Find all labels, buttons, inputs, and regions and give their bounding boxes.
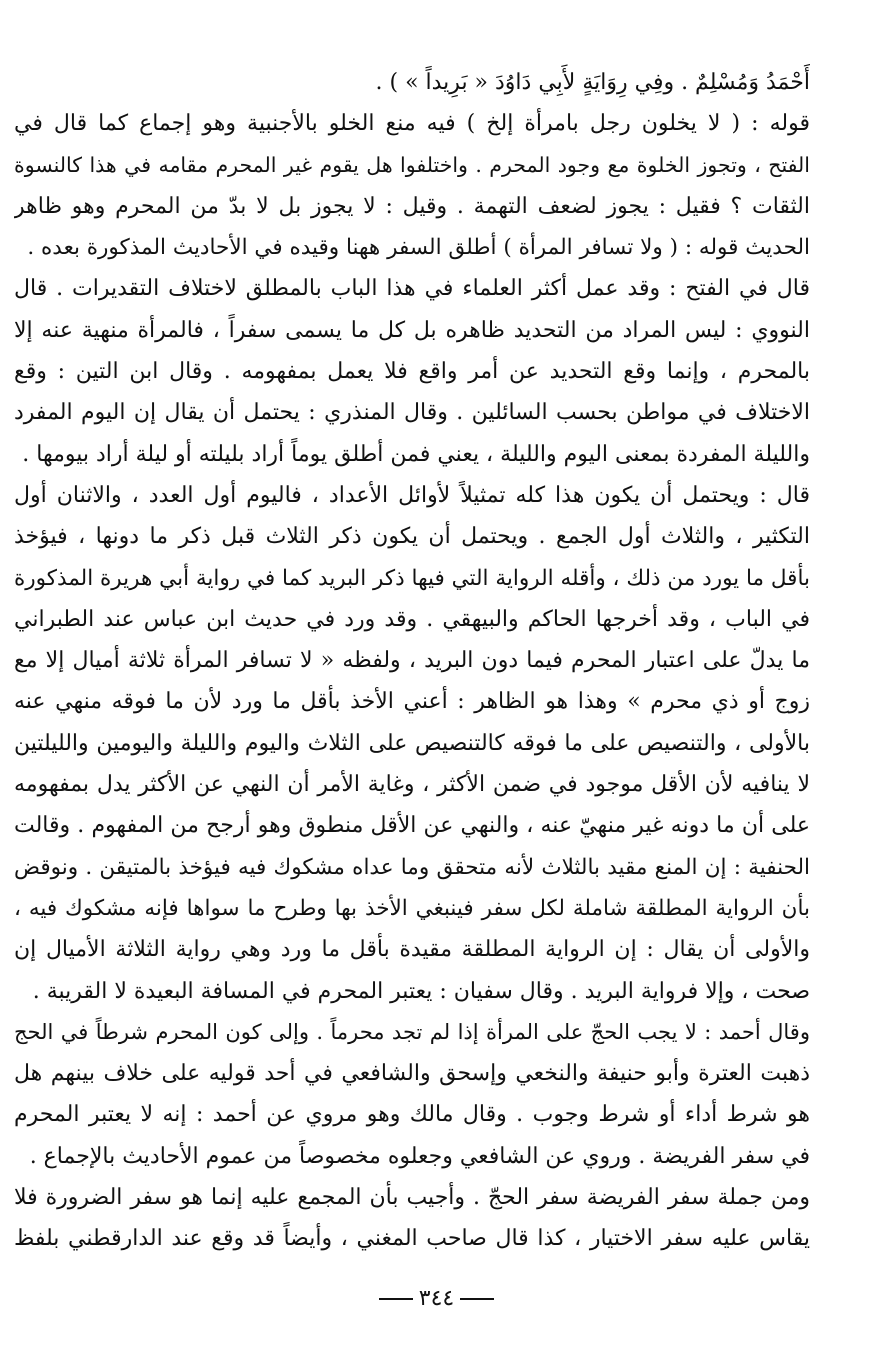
text-line-27: في سفر الفريضة . وروي عن الشافعي وجعلوه مخصوصاً من عموم الأحاديث بالإجماع . (29, 1143, 810, 1169)
text-line-14: في الباب ، وقد أخرجها الحاكم والبيهقي . وقد ورد في حديث ابن عباس عند الطبراني (14, 606, 810, 632)
page-number-dash-left (379, 1298, 413, 1300)
text-line-17: بالأولى ، والتنصيص على ما فوقه كالتنصيص على الثلاث واليوم والليلة واليومين والليلتين (14, 730, 810, 756)
text-line-7: النووي : ليس المراد من التحديد ظاهره بل كل ما يسمى سفراً ، فالمرأة منهية عنه إلا (14, 317, 810, 343)
text-line-15: ما يدلّ على اعتبار المحرم فيما دون البريد ، ولفظه « لا تسافر المرأة ثلاثة أميال إلا مع (14, 648, 810, 674)
text-line-29: يقاس عليه سفر الاختيار ، كذا قال صاحب المغني ، وأيضاً قد وقع عند الدارقطني بلفظ (14, 1226, 810, 1252)
text-line-11: قال : ويحتمل أن يكون هذا كله تمثيلاً لأوائل الأعداد ، فاليوم أول العدد ، والاثنان أول (14, 482, 810, 508)
text-line-25: ذهبت العترة وأبو حنيفة والنخعي وإسحق والشافعي في أحد قوليه على خلاف بينهم هل (14, 1061, 810, 1087)
text-line-20: الحنفية : إن المنع مقيد بالثلاث لأنه متحقق وما عداه مشكوك فيه فيؤخذ بالمتيقن . ونوقض (14, 854, 810, 880)
text-line-1: أَحْمَدُ وَمُسْلِمٌ . وفِي رِوَايَةٍ لأَبِي دَاوُدَ « بَرِيداً » ) . (375, 70, 810, 95)
text-line-9: الاختلاف في مواطن بحسب السائلين . وقال المنذري : يحتمل أن يقال إن اليوم المفرد (14, 400, 810, 426)
text-line-2: قوله : ( لا يخلون رجل بامرأة إلخ ) فيه منع الخلو بالأجنبية وهو إجماع كما قال في (14, 111, 810, 137)
text-line-18: لا ينافيه لأن الأقل موجود في ضمن الأكثر ، وغاية الأمر أن النهي عن الأكثر يدل بمفهومه (14, 772, 810, 798)
text-line-8: بالمحرم ، وإنما وقع التحديد عن أمر واقع فلا يعمل بمفهومه . وقال ابن التين : وقع (14, 359, 810, 385)
text-line-5: الحديث قوله : ( ولا تسافر المرأة ) أطلق السفر ههنا وقيده في الأحاديث المذكورة بعده . (27, 235, 810, 261)
text-line-24: وقال أحمد : لا يجب الحجّ على المرأة إذا لم تجد محرماً . وإلى كون المحرم شرطاً في الحج (14, 1019, 810, 1044)
text-line-10: والليلة المفردة بمعنى اليوم والليلة ، يعني فمن أطلق يوماً أراد بليلته أو ليلة أراد بيومها . (22, 441, 810, 467)
text-line-21: بأن الرواية المطلقة شاملة لكل سفر فينبغي الأخذ بها وطرح ما سواها فإنه مشكوك فيه ، (14, 895, 810, 921)
text-line-19: على أن ما دونه غير منهيّ عنه ، والنهي عن الأقل منطوق وهو أرجح من المفهوم . وقالت (14, 813, 810, 839)
text-line-28: ومن جملة سفر الفريضة سفر الحجّ . وأجيب بأن المجمع عليه إنما هو سفر الضرورة فلا (14, 1185, 810, 1211)
page-number-dash-right (460, 1298, 494, 1300)
text-line-3: الفتح ، وتجوز الخلوة مع وجود المحرم . واختلفوا هل يقوم غير المحرم مقامه في هذا كالنسوة (14, 152, 810, 177)
text-line-16: زوج أو ذي محرم » وهذا هو الظاهر : أعني الأخذ بأقل ما ورد لأن ما فوقه منهي عنه (14, 689, 810, 715)
text-line-6: قال في الفتح : وقد عمل أكثر العلماء في هذا الباب بالمطلق لاختلاف التقديرات . قال (14, 276, 810, 302)
document-body (14, 62, 810, 1260)
text-line-26: هو شرط أداء أو شرط وجوب . وقال مالك وهو مروي عن أحمد : إنه لا يعتبر المحرم (14, 1102, 810, 1128)
text-line-13: بأقل ما يورد من ذلك ، وأقله الرواية التي فيها ذكر البريد كما في رواية أبي هريرة المذكورة (14, 565, 810, 591)
page-number (0, 1286, 873, 1311)
text-line-4: الثقات ؟ فقيل : يجوز لضعف التهمة . وقيل : لا يجوز بل لا بدّ من المحرم وهو ظاهر (14, 193, 810, 219)
page-number-value: ٣٤٤ (418, 1286, 455, 1311)
text-line-22: والأولى أن يقال : إن الرواية المطلقة مقيدة بأقل ما ورد وهي رواية الثلاثة الأميال إن (14, 937, 810, 963)
text-line-23: صحت ، وإلا فرواية البريد . وقال سفيان : يعتبر المحرم في المسافة البعيدة لا القريبة . (32, 978, 810, 1004)
text-line-12: التكثير ، والثلاث أول الجمع . ويحتمل أن يكون ذكر الثلاث قبل ذكر ما دونها ، فيؤخذ (14, 524, 810, 550)
